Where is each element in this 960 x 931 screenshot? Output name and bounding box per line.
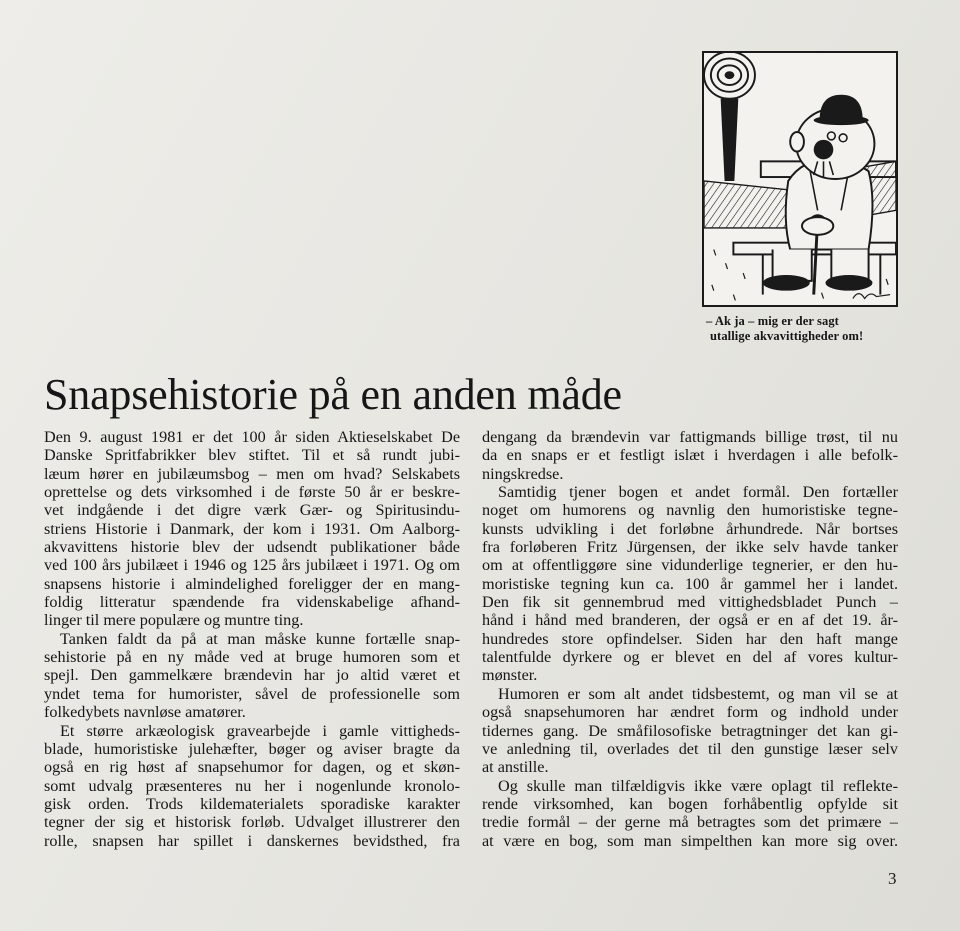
text-column-right — [482, 428, 898, 850]
text-line: talentfulde dyrkere og er blevet en del af vores kultur- — [482, 648, 898, 667]
caption-line-2: utallige akvavittigheder om! — [710, 329, 864, 343]
text-line: Og skulle man tilfældigvis ikke være oplagt til reflekte- — [498, 776, 898, 795]
text-line: at være en bog, som man simpelthen kan more sig over. — [482, 831, 898, 850]
text-line: kunsts udvikling i det forløbne århundrede. Når bortses — [482, 519, 898, 538]
text-line: tidernes gang. De småfilosofiske betragtninger det kan gi- — [482, 721, 898, 740]
text-line: spejl. Den gammelkære brændevin har jo altid været et — [44, 666, 460, 685]
text-line: også en rig høst af snapsehumor for dagen, og et skøn- — [44, 758, 460, 777]
text-line: vet indgående i det digre værk Gær- og Spiritusindu- — [44, 501, 460, 520]
text-line: Tanken faldt da på at man måske kunne fortælle snap- — [60, 629, 460, 648]
text-line: fra forløberen Fritz Jürgensen, der ikke selv havde tanker — [482, 538, 898, 557]
cartoon-caption — [706, 314, 906, 344]
text-line: linger til mere populære og muntre ting. — [44, 611, 304, 630]
text-line: rolle, snapsen har spillet i danskernes bevidsthed, fra — [44, 831, 460, 850]
text-line: da en snaps er et festligt islæt i hverdagen i alle befolk- — [482, 446, 898, 465]
text-line: at anstille. — [482, 758, 549, 777]
text-line: hundredes store opfindelser. Siden har den haft mange — [482, 629, 898, 648]
text-line: akvavittens historie blev der udsendt publikationer både — [44, 538, 460, 557]
text-line: tegner der sig et historisk forløb. Udvalget illustrerer den — [44, 813, 460, 832]
text-line: tredie formål – der gerne må betragtes som det primære – — [482, 813, 898, 832]
text-line: Den fik sit gennembrud med vittighedsbladet Punch – — [482, 593, 898, 612]
caption-line-1: – Ak ja – mig er der sagt — [706, 314, 839, 328]
text-line: sehistorie på en ny måde ved at bruge humoren som et — [44, 648, 460, 667]
text-line: Humoren er som alt andet tidsbestemt, og man vil se at — [498, 684, 898, 703]
text-line: Danske Spritfabrikker blev stiftet. Til et så rundt jubi- — [44, 446, 460, 465]
text-line: hånd i hånd med branderen, der også er en af det 19. år- — [482, 611, 898, 630]
text-line: om at offentliggøre sine vidunderlige tegnerier, er den hu- — [482, 556, 898, 575]
cartoon-man-bowler-hat-on-bench-icon — [704, 53, 896, 305]
page-number: 3 — [888, 869, 897, 888]
text-line: snapsens historie i almindelighed foreligger der en mang- — [44, 574, 460, 593]
text-column-left — [44, 428, 460, 850]
text-line: gisk orden. Trods kildematerialets sporadiske karakter — [44, 794, 460, 813]
text-line: moristiske tegning kun ca. 100 år gammel her i landet. — [482, 574, 898, 593]
text-line: Samtidig tjener bogen et andet formål. Den fortæller — [498, 483, 898, 502]
text-line: ningskredse. — [482, 464, 564, 483]
text-line: ve anledning til, overlades det til den gunstige læser selv — [482, 739, 898, 758]
text-line: læum hører en jubilæumsbog – men om hvad? Selskabets — [44, 464, 460, 483]
article-title: Snapsehistorie på en anden måde — [44, 370, 622, 419]
text-line: rende virksomhed, kan bogen forhåbentlig opfylde sit — [482, 794, 898, 813]
text-line: også snapsehumoren har ændret form og indhold under — [482, 703, 898, 722]
text-line: mønster. — [482, 666, 538, 685]
text-line: noget om humorens og navnlig den humoristiske tegne- — [482, 501, 898, 520]
text-line: Et større arkæologisk gravearbejde i gamle vittigheds- — [60, 721, 460, 740]
text-line: ved 100 års jubilæet i 1946 og 125 års jubilæet i 1971. Og om — [44, 556, 460, 575]
text-line: oprettelse og dets virksomhed i de første 50 år er beskre- — [44, 483, 460, 502]
text-line: foldig litteratur spændende fra videnskabelige afhand- — [44, 593, 460, 612]
cartoon-illustration — [702, 51, 898, 307]
text-line: somt udvalg præsenteres nu her i nogenlunde kronolo- — [44, 776, 460, 795]
text-line: blade, humoristiske julehæfter, bøger og aviser bragte da — [44, 739, 460, 758]
text-line: folkedybets navnløse amatører. — [44, 703, 246, 722]
text-line: yndet tema for humorister, såvel de professionelle som — [44, 684, 460, 703]
text-line: Den 9. august 1981 er det 100 år siden Aktieselskabet De — [44, 428, 460, 446]
text-line: dengang da brændevin var fattigmands billige trøst, til nu — [482, 428, 898, 446]
text-line: striens Historie i Danmark, der kom i 1931. Om Aalborg- — [44, 519, 460, 538]
